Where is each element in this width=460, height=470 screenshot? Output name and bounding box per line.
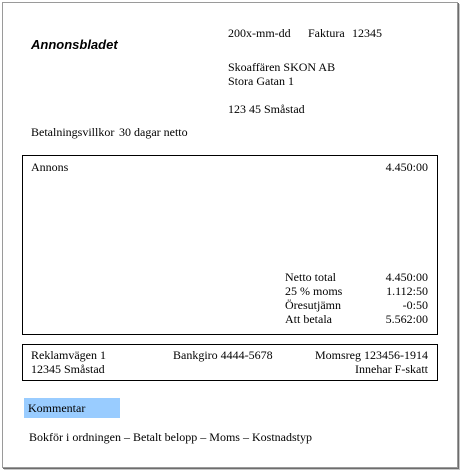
line-item-amount: 4.450:00	[385, 160, 428, 174]
line-item-label: Annons	[31, 160, 69, 174]
sender-street: Reklamvägen 1	[31, 348, 106, 362]
recipient-street: Stora Gatan 1	[228, 74, 294, 88]
sender-postal: 12345 Småstad	[31, 362, 105, 376]
invoice-date: 200x-mm-dd	[228, 26, 291, 40]
invoice-number: 12345	[352, 26, 382, 40]
vat-value: 1.112:50	[386, 284, 428, 298]
comment-text: Bokför i ordningen – Betalt belopp – Moms – Kostnadstyp	[29, 430, 312, 444]
vat-label: 25 % moms	[285, 284, 343, 298]
recipient-name: Skoaffären SKON AB	[228, 60, 336, 74]
amount-due-value: 5.562:00	[385, 312, 428, 326]
invoice-label: Faktura	[308, 26, 345, 40]
rounding-label: Öresutjämn	[285, 298, 341, 312]
company-name: Annonsbladet	[31, 37, 118, 52]
f-tax-status: Innehar F-skatt	[355, 362, 428, 376]
payment-terms-label: Betalningsvillkor	[31, 125, 115, 139]
payment-terms-value: 30 dagar netto	[119, 125, 188, 139]
bankgiro: Bankgiro 4444-5678	[173, 348, 273, 362]
rounding-value: -0:50	[402, 298, 428, 312]
comment-button[interactable]: Kommentar	[24, 398, 120, 418]
recipient-postal: 123 45 Småstad	[228, 102, 305, 116]
amount-due-label: Att betala	[285, 312, 332, 326]
vat-registration: Momsreg 123456-1914	[315, 348, 428, 362]
net-total-value: 4.450:00	[385, 270, 428, 284]
net-total-label: Netto total	[285, 270, 336, 284]
